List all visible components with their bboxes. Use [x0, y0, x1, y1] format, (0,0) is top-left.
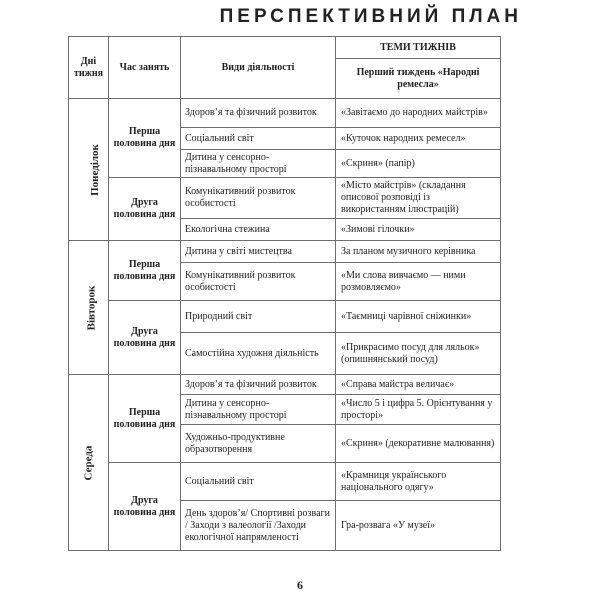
- activity-cell: Соціальний світ: [181, 463, 336, 501]
- time-cell: Перша половина дня: [109, 241, 181, 301]
- header-days: Дні тижня: [69, 37, 109, 99]
- time-cell: Перша половина дня: [109, 99, 181, 178]
- day-label: Середа: [82, 445, 95, 480]
- day-cell: [69, 99, 109, 241]
- theme-cell: «Куточок народних ремесел»: [336, 128, 501, 150]
- theme-cell: «Місто майстрів» (складання описової розповіді із використанням ілюстрацій): [336, 178, 501, 219]
- theme-cell: «Скриня» (декоративне малювання): [336, 425, 501, 463]
- time-cell: Друга половина дня: [109, 463, 181, 551]
- activity-cell: Екологічна стежина: [181, 219, 336, 241]
- activity-cell: Природний світ: [181, 301, 336, 333]
- theme-cell: За планом музичного керівника: [336, 241, 501, 263]
- theme-cell: «Прикрасимо посуд для ляльок» (опишнянський посуд): [336, 333, 501, 375]
- header-themes: ТЕМИ ТИЖНІВ: [336, 37, 501, 59]
- activity-cell: Соціальний світ: [181, 128, 336, 150]
- time-cell: Друга половина дня: [109, 301, 181, 375]
- activity-cell: День здоров’я/ Спортивні розваги / Заходи з валеології /Заходи екологічної напрямленості: [181, 501, 336, 551]
- page-title: ПЕРСПЕКТИВНИЙ ПЛАН: [219, 6, 522, 27]
- theme-cell: «Справа майстра величає»: [336, 375, 501, 395]
- theme-cell: «Число 5 і цифра 5. Орієнтування у просторі»: [336, 395, 501, 425]
- activity-cell: Дитина у сенсорно-пізнавальному просторі: [181, 150, 336, 178]
- activity-cell: Дитина у сенсорно-пізнавальному просторі: [181, 395, 336, 425]
- time-cell: Перша половина дня: [109, 375, 181, 463]
- activity-cell: Комунікативний розвиток особистості: [181, 178, 336, 219]
- theme-cell: «Скриня» (папір): [336, 150, 501, 178]
- activity-cell: Художньо-продуктивне образотворення: [181, 425, 336, 463]
- day-cell: [69, 241, 109, 375]
- theme-cell: «Ми слова вивчаємо — ними розмовляємо»: [336, 263, 501, 301]
- page-number: 6: [297, 578, 303, 592]
- theme-cell: «Завітаємо до народних майстрів»: [336, 99, 501, 128]
- activity-cell: Комунікативний розвиток особистості: [181, 263, 336, 301]
- header-time: Час занять: [109, 37, 181, 99]
- theme-cell: «Зимові гілочки»: [336, 219, 501, 241]
- day-cell: [69, 375, 109, 551]
- header-activities: Види діяльності: [181, 37, 336, 99]
- activity-cell: Дитина у світі мистецтва: [181, 241, 336, 263]
- header-week: Перший тиждень «Народні ремесла»: [336, 59, 501, 99]
- theme-cell: «Крамниця українського національного одягу»: [336, 463, 501, 501]
- day-label: Вівторок: [85, 285, 98, 330]
- theme-cell: «Таємниці чарівної сніжинки»: [336, 301, 501, 333]
- activity-cell: Здоров’я та фізичний розвиток: [181, 99, 336, 128]
- activity-cell: Здоров’я та фізичний розвиток: [181, 375, 336, 395]
- activity-cell: Самостійна художня діяльність: [181, 333, 336, 375]
- day-label: Понеділок: [88, 143, 101, 196]
- plan-table: [68, 36, 501, 551]
- time-cell: Друга половина дня: [109, 178, 181, 241]
- theme-cell: Гра-розвага «У музеї»: [336, 501, 501, 551]
